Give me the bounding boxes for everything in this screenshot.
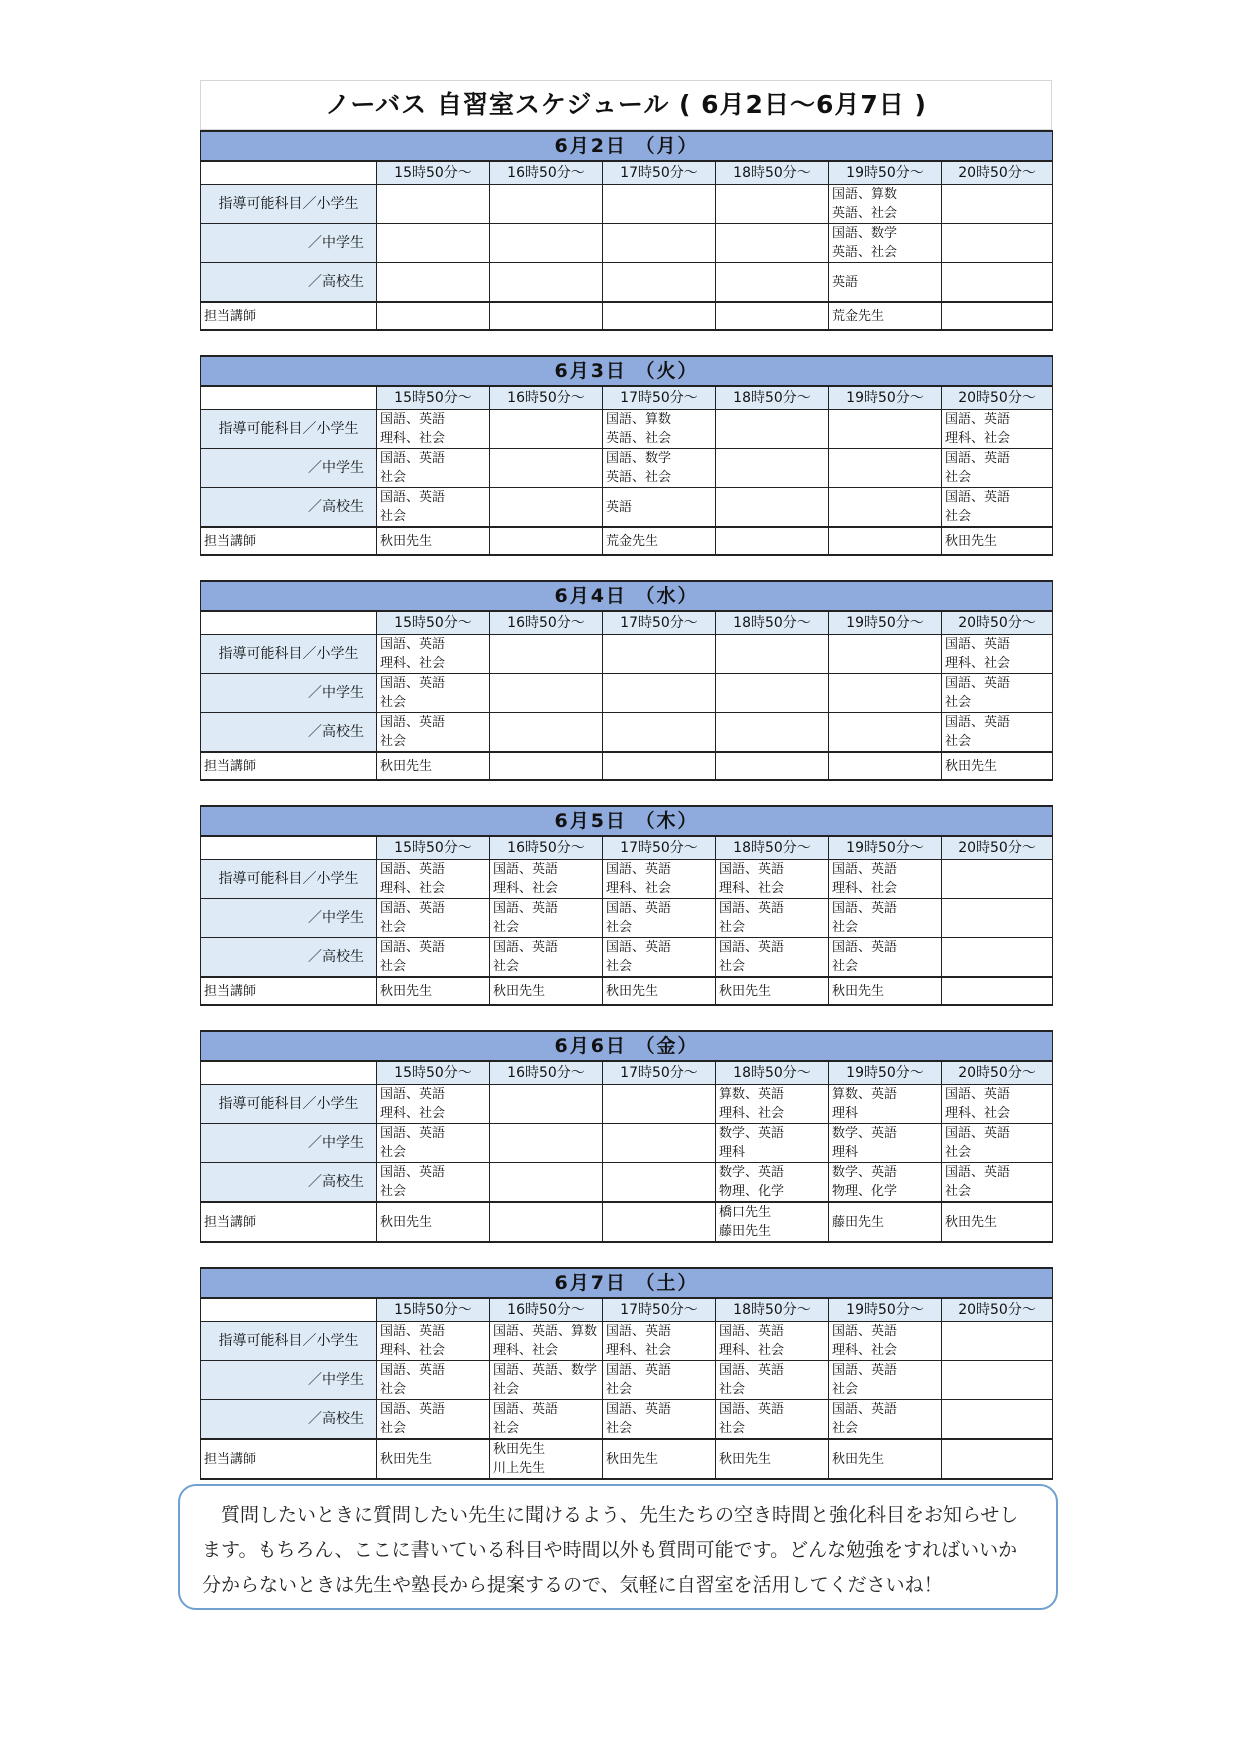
subject-cell [603,185,716,224]
subject-cell: 国語、英語 社会 [377,1163,490,1203]
teacher-label: 担当講師 [201,302,377,330]
teacher-cell [377,302,490,330]
time-header-cell: 19時50分～ [829,1298,942,1322]
time-header-row [201,1061,1053,1085]
subject-row [201,410,1053,449]
time-header-cell: 19時50分～ [829,836,942,860]
subject-cell: 国語、英語 社会 [829,899,942,938]
row-label: 指導可能科目／小学生 [201,1085,377,1124]
time-header-cell: 18時50分～ [716,1298,829,1322]
time-header-cell: 16時50分～ [490,161,603,185]
subject-cell: 数学、英語 理科 [716,1124,829,1163]
row-label: ／高校生 [201,713,377,753]
subject-cell: 国語、英語 理科、社会 [603,1322,716,1361]
subject-cell: 国語、英語、算数 理科、社会 [490,1322,603,1361]
date-cell: 6月2日 （月） [201,131,1053,161]
teacher-cell: 秋田先生 [829,977,942,1005]
date-row [201,581,1053,611]
subject-cell [490,1163,603,1203]
subject-cell: 国語、英語 社会 [603,1400,716,1440]
day-table [200,1030,1053,1243]
day-gap [200,1243,1052,1267]
row-label: 指導可能科目／小学生 [201,635,377,674]
subject-cell [942,1322,1053,1361]
subject-cell [490,713,603,753]
teacher-row [201,302,1053,330]
subject-cell: 国語、英語 社会 [942,1163,1053,1203]
subject-cell [490,449,603,488]
subject-cell: 国語、算数 英語、社会 [603,410,716,449]
time-header-cell: 18時50分～ [716,386,829,410]
subject-cell [829,449,942,488]
teacher-cell [942,302,1053,330]
subject-cell: 国語、英語 社会 [603,938,716,978]
row-label: 指導可能科目／小学生 [201,185,377,224]
subject-cell: 国語、英語 理科、社会 [377,1085,490,1124]
teacher-cell: 秋田先生 [829,1439,942,1479]
subject-cell [942,938,1053,978]
time-header-cell: 20時50分～ [942,611,1053,635]
row-label: ／高校生 [201,488,377,528]
teacher-label: 担当講師 [201,752,377,780]
subject-cell: 国語、英語 社会 [377,1361,490,1400]
subject-cell: 国語、英語 社会 [716,899,829,938]
teacher-cell: 秋田先生 [942,1202,1053,1242]
subject-row [201,1163,1053,1203]
page-title: ノーバス 自習室スケジュール ( 6月2日～6月7日 ) [200,80,1052,130]
subject-cell: 英語 [829,263,942,303]
time-header-cell: 17時50分～ [603,1298,716,1322]
subject-cell [942,1400,1053,1440]
subject-cell [603,1085,716,1124]
time-header-cell: 19時50分～ [829,386,942,410]
teacher-cell [942,1439,1053,1479]
date-row [201,131,1053,161]
subject-cell [716,410,829,449]
subject-cell: 国語、英語 社会 [377,713,490,753]
teacher-row [201,1439,1053,1479]
teacher-cell [490,1202,603,1242]
teacher-cell [716,302,829,330]
subject-cell: 数学、英語 理科 [829,1124,942,1163]
subject-row [201,635,1053,674]
teacher-cell [603,302,716,330]
subject-cell: 国語、英語 社会 [603,899,716,938]
teacher-cell [716,752,829,780]
date-row [201,356,1053,386]
subject-cell [490,488,603,528]
day-gap [200,781,1052,805]
time-header-cell: 15時50分～ [377,836,490,860]
teacher-cell: 秋田先生 [490,977,603,1005]
subject-cell [490,224,603,263]
subject-cell [603,1124,716,1163]
teacher-cell: 秋田先生 [377,752,490,780]
time-header-cell: 16時50分～ [490,1061,603,1085]
subject-cell: 国語、英語 社会 [377,674,490,713]
teacher-cell: 秋田先生 [377,527,490,555]
subject-cell: 国語、英語 社会 [716,1400,829,1440]
subject-cell [716,185,829,224]
row-label: ／高校生 [201,938,377,978]
subject-cell [829,488,942,528]
time-header-cell: 15時50分～ [377,1298,490,1322]
note-line: 分からないときは先生や塾長から提案するので、気軽に自習室を活用してくださいね！ [202,1574,943,1596]
header-blank-cell [201,611,377,635]
date-cell: 6月6日 （金） [201,1031,1053,1061]
note-line: ます。もちろん、ここに書いている科目や時間以外も質問可能です。どんな勉強をすればいいか [202,1539,1018,1561]
subject-cell: 国語、英語 社会 [942,1124,1053,1163]
teacher-cell: 秋田先生 [942,527,1053,555]
subject-cell: 国語、英語 社会 [603,1361,716,1400]
teacher-cell [490,527,603,555]
subject-cell [942,1361,1053,1400]
teacher-cell [942,977,1053,1005]
time-header-cell: 19時50分～ [829,161,942,185]
subject-cell [942,899,1053,938]
schedule-sheet [200,80,1052,1480]
time-header-row [201,611,1053,635]
time-header-cell: 15時50分～ [377,161,490,185]
teacher-cell: 秋田先生 [942,752,1053,780]
subject-cell [603,1163,716,1203]
row-label: ／中学生 [201,224,377,263]
subject-cell [716,263,829,303]
subject-cell: 国語、英語 社会 [377,488,490,528]
subject-cell: 国語、英語 理科、社会 [377,1322,490,1361]
subject-cell [716,674,829,713]
date-cell: 6月4日 （水） [201,581,1053,611]
teacher-label: 担当講師 [201,1439,377,1479]
teacher-cell: 藤田先生 [829,1202,942,1242]
header-blank-cell [201,836,377,860]
date-cell: 6月3日 （火） [201,356,1053,386]
subject-cell: 国語、英語 理科、社会 [377,635,490,674]
day-table [200,130,1053,331]
time-header-cell: 20時50分～ [942,386,1053,410]
subject-row [201,899,1053,938]
row-label: 指導可能科目／小学生 [201,410,377,449]
subject-cell [490,1085,603,1124]
date-row [201,1031,1053,1061]
time-header-cell: 15時50分～ [377,1061,490,1085]
subject-cell [490,674,603,713]
subject-cell: 国語、英語 社会 [377,938,490,978]
info-note [178,1484,1058,1610]
subject-row [201,224,1053,263]
subject-row [201,1085,1053,1124]
teacher-cell [716,527,829,555]
subject-row [201,1400,1053,1440]
teacher-cell [829,752,942,780]
subject-cell [716,713,829,753]
subject-row [201,713,1053,753]
time-header-cell: 17時50分～ [603,611,716,635]
subject-cell [716,635,829,674]
subject-row [201,1124,1053,1163]
subject-row [201,185,1053,224]
note-line: 質問したいときに質問したい先生に聞けるよう、先生たちの空き時間と強化科目をお知らせし [202,1504,1019,1526]
date-row [201,1268,1053,1298]
time-header-cell: 20時50分～ [942,1298,1053,1322]
subject-cell [942,263,1053,303]
subject-cell: 国語、英語 理科、社会 [603,860,716,899]
subject-cell: 国語、英語 社会 [490,1400,603,1440]
teacher-cell [490,752,603,780]
subject-row [201,263,1053,303]
subject-cell: 国語、英語 理科、社会 [942,1085,1053,1124]
row-label: ／高校生 [201,1163,377,1203]
subject-cell: 国語、数学 英語、社会 [829,224,942,263]
row-label: ／中学生 [201,1361,377,1400]
time-header-cell: 17時50分～ [603,161,716,185]
subject-cell [716,488,829,528]
subject-cell [490,185,603,224]
time-header-cell: 16時50分～ [490,611,603,635]
subject-cell [942,185,1053,224]
teacher-cell [490,302,603,330]
subject-cell [490,1124,603,1163]
teacher-label: 担当講師 [201,977,377,1005]
teacher-cell: 秋田先生 川上先生 [490,1439,603,1479]
teacher-cell: 荒金先生 [603,527,716,555]
subject-cell: 国語、英語 理科、社会 [716,860,829,899]
teacher-label: 担当講師 [201,1202,377,1242]
subject-cell: 国語、英語 社会 [377,1400,490,1440]
time-header-cell: 17時50分～ [603,1061,716,1085]
subject-cell [942,224,1053,263]
row-label: ／中学生 [201,899,377,938]
row-label: ／高校生 [201,263,377,303]
teacher-row [201,752,1053,780]
subject-cell [603,635,716,674]
subject-cell [377,263,490,303]
subject-row [201,860,1053,899]
day-tables [200,130,1052,1480]
subject-cell: 国語、英語 社会 [829,1361,942,1400]
teacher-label: 担当講師 [201,527,377,555]
teacher-row [201,527,1053,555]
date-cell: 6月7日 （土） [201,1268,1053,1298]
subject-cell: 国語、英語 社会 [716,1361,829,1400]
subject-cell: 国語、数学 英語、社会 [603,449,716,488]
subject-cell: 国語、英語 理科、社会 [829,860,942,899]
subject-row [201,488,1053,528]
subject-cell: 国語、英語 理科、社会 [377,410,490,449]
subject-cell [603,224,716,263]
subject-row [201,1361,1053,1400]
subject-cell [829,635,942,674]
subject-cell: 国語、英語 社会 [942,674,1053,713]
day-table [200,1267,1053,1480]
subject-cell: 国語、英語 社会 [377,449,490,488]
subject-cell [716,449,829,488]
subject-cell: 算数、英語 理科 [829,1085,942,1124]
teacher-cell: 橋口先生 藤田先生 [716,1202,829,1242]
teacher-cell: 秋田先生 [716,977,829,1005]
header-blank-cell [201,1298,377,1322]
subject-cell [829,674,942,713]
subject-cell [603,263,716,303]
subject-cell: 数学、英語 物理、化学 [829,1163,942,1203]
subject-row [201,674,1053,713]
row-label: 指導可能科目／小学生 [201,1322,377,1361]
teacher-row [201,1202,1053,1242]
header-blank-cell [201,386,377,410]
time-header-cell: 15時50分～ [377,386,490,410]
subject-cell [716,224,829,263]
subject-cell [829,410,942,449]
time-header-row [201,161,1053,185]
time-header-cell: 16時50分～ [490,1298,603,1322]
teacher-row [201,977,1053,1005]
time-header-row [201,836,1053,860]
subject-cell [490,635,603,674]
time-header-row [201,1298,1053,1322]
row-label: ／中学生 [201,1124,377,1163]
time-header-cell: 18時50分～ [716,161,829,185]
row-label: ／中学生 [201,449,377,488]
day-table [200,355,1053,556]
subject-cell [490,410,603,449]
subject-cell: 数学、英語 物理、化学 [716,1163,829,1203]
header-blank-cell [201,161,377,185]
subject-cell [490,263,603,303]
teacher-cell [603,752,716,780]
subject-cell: 算数、英語 理科、社会 [716,1085,829,1124]
subject-cell [942,860,1053,899]
time-header-cell: 18時50分～ [716,611,829,635]
teacher-cell: 秋田先生 [603,977,716,1005]
time-header-cell: 17時50分～ [603,386,716,410]
subject-cell [829,713,942,753]
subject-cell: 国語、英語 社会 [490,938,603,978]
subject-cell: 国語、英語 理科、社会 [490,860,603,899]
subject-cell: 国語、英語 理科、社会 [942,635,1053,674]
time-header-row [201,386,1053,410]
subject-cell: 国語、英語、数学 社会 [490,1361,603,1400]
time-header-cell: 17時50分～ [603,836,716,860]
row-label: ／中学生 [201,674,377,713]
subject-cell: 国語、英語 理科、社会 [377,860,490,899]
subject-row [201,449,1053,488]
day-gap [200,331,1052,355]
teacher-cell: 秋田先生 [377,977,490,1005]
day-table [200,805,1053,1006]
time-header-cell: 19時50分～ [829,611,942,635]
teacher-cell: 秋田先生 [377,1202,490,1242]
row-label: ／高校生 [201,1400,377,1440]
time-header-cell: 16時50分～ [490,386,603,410]
time-header-cell: 16時50分～ [490,836,603,860]
day-table [200,580,1053,781]
subject-cell [377,185,490,224]
time-header-cell: 20時50分～ [942,161,1053,185]
subject-cell: 英語 [603,488,716,528]
subject-row [201,938,1053,978]
time-header-cell: 18時50分～ [716,836,829,860]
day-gap [200,1006,1052,1030]
subject-cell [603,713,716,753]
subject-cell [603,674,716,713]
subject-cell: 国語、英語 社会 [942,713,1053,753]
subject-cell: 国語、英語 社会 [829,1400,942,1440]
date-row [201,806,1053,836]
subject-cell: 国語、英語 社会 [716,938,829,978]
date-cell: 6月5日 （木） [201,806,1053,836]
subject-cell: 国語、英語 社会 [942,449,1053,488]
teacher-cell: 秋田先生 [603,1439,716,1479]
time-header-cell: 19時50分～ [829,1061,942,1085]
subject-cell: 国語、英語 理科、社会 [942,410,1053,449]
subject-row [201,1322,1053,1361]
teacher-cell: 秋田先生 [377,1439,490,1479]
time-header-cell: 18時50分～ [716,1061,829,1085]
subject-cell: 国語、英語 理科、社会 [716,1322,829,1361]
day-gap [200,556,1052,580]
time-header-cell: 20時50分～ [942,836,1053,860]
subject-cell: 国語、英語 社会 [377,899,490,938]
subject-cell: 国語、英語 社会 [377,1124,490,1163]
teacher-cell: 秋田先生 [716,1439,829,1479]
row-label: 指導可能科目／小学生 [201,860,377,899]
subject-cell: 国語、英語 社会 [942,488,1053,528]
teacher-cell: 荒金先生 [829,302,942,330]
subject-cell: 国語、英語 社会 [829,938,942,978]
time-header-cell: 15時50分～ [377,611,490,635]
teacher-cell [829,527,942,555]
teacher-cell [603,1202,716,1242]
time-header-cell: 20時50分～ [942,1061,1053,1085]
subject-cell: 国語、英語 理科、社会 [829,1322,942,1361]
subject-cell: 国語、英語 社会 [490,899,603,938]
subject-cell [377,224,490,263]
subject-cell: 国語、算数 英語、社会 [829,185,942,224]
header-blank-cell [201,1061,377,1085]
